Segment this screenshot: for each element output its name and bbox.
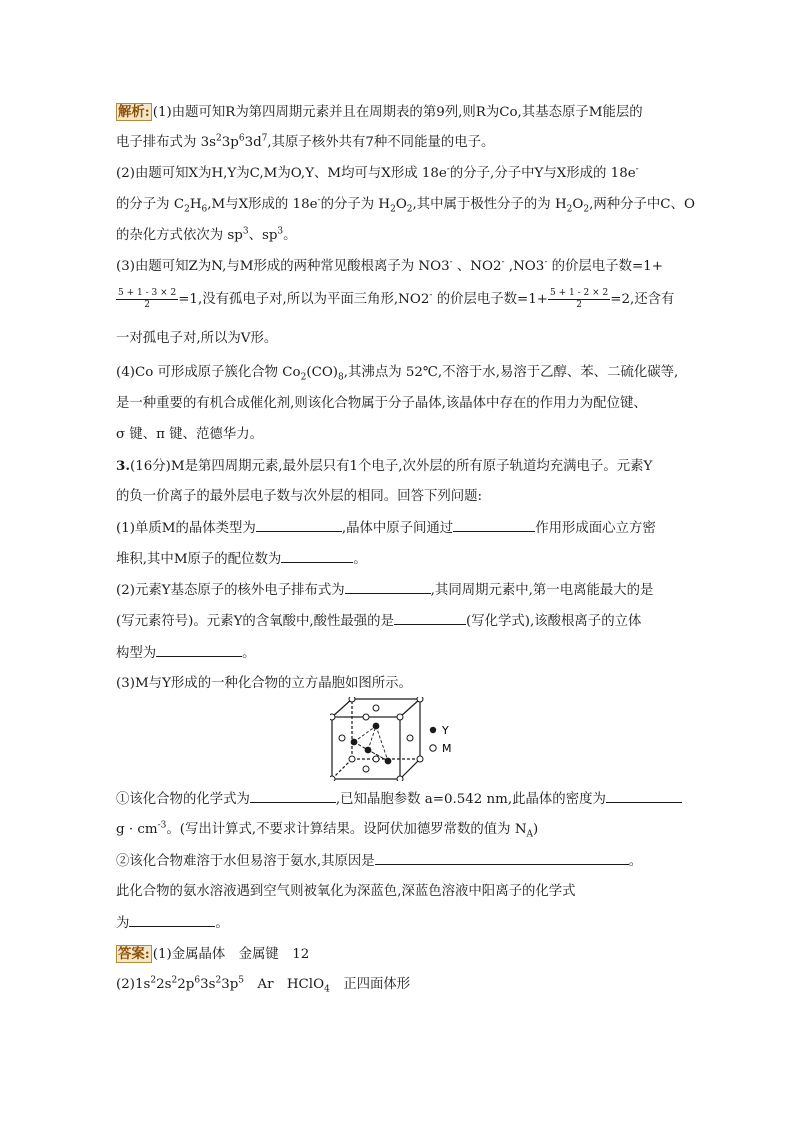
atom-y — [351, 739, 358, 746]
question-3-sub1-line-2: 堆积,其中M原子的配位数为 。 — [116, 552, 367, 567]
atom-m — [397, 776, 403, 781]
atom-m — [373, 705, 379, 711]
analysis-line-10: 是一种重要的有机合成催化剂,则该化合物属于分子晶体,该晶体中存在的作用力为配位键、 — [116, 396, 647, 411]
atom-m — [417, 756, 423, 762]
answer-blank-cation[interactable] — [129, 914, 215, 927]
analysis-line-9: (4)Co 可形成原子簇化合物 $Co_2(CO)_8$,其沸点为 52℃,不溶于水,易溶于乙醇、苯、二硫化碳等, — [116, 365, 679, 383]
answer-blank-ion-geometry[interactable] — [156, 644, 242, 657]
fraction-1: $\frac{5 + 1 - 3 \times 2}{2}$ — [118, 288, 177, 310]
legend-m-label: M — [442, 742, 452, 755]
atom-m — [339, 735, 345, 741]
atom-m — [407, 735, 413, 741]
question-3-sub2-line-1: (2)元素Y基态原子的核外电子排布式为 ,其同周期元素中,第一电离能最大的是 — [116, 583, 654, 598]
analysis-tag: 解析: — [118, 104, 150, 120]
atom-y — [373, 723, 380, 730]
answer-blank-reason[interactable] — [375, 852, 629, 865]
atom-m — [397, 714, 403, 720]
answer-blank-formula[interactable] — [250, 790, 336, 803]
atom-m — [417, 697, 423, 702]
question-3-sub3-item1-line-1: ①该化合物的化学式为 ,已知晶胞参数 a=0.542 nm,此晶体的密度为 — [116, 790, 682, 809]
atom-m — [330, 714, 335, 720]
analysis-line-8: 一对孤电子对,所以为V形。 — [116, 331, 278, 346]
atom-m — [330, 776, 335, 781]
atom-y — [365, 747, 372, 754]
answer-blank-interaction[interactable] — [453, 519, 535, 532]
question-3-sub2-line-3: 构型为 。 — [116, 646, 256, 661]
atom-m — [363, 766, 369, 772]
analysis-line-11: σ 键、π 键、范德华力。 — [116, 427, 263, 442]
answer-blank-electron-config[interactable] — [345, 581, 431, 594]
analysis-line-2: 电子排布式为 $3s^23p^63d^7$,其原子核外共有7种不同能量的电子。 — [116, 133, 495, 150]
atom-m — [349, 756, 355, 762]
answer-blank-coordination-number[interactable] — [281, 550, 353, 563]
analysis-line-7: $\frac{5 + 1 - 3 \times 2}{2}$ =1,没有孤电子对,所以为平面三角形,NO2- 的价层电子数=1+ $\frac{5 + 1 - 2 \times 2}{2}$ =2,还含有 — [118, 288, 675, 310]
answer-blank-density[interactable] — [606, 790, 682, 803]
crystal-cell-figure — [330, 697, 470, 781]
analysis-line-5: 的杂化方式依次为 $sp^3$、$sp^3$。 — [116, 226, 297, 243]
atom-m — [373, 756, 379, 762]
answer-blank-strongest-acid[interactable] — [394, 612, 466, 625]
question-3-sub3-item3-line-1: 此化合物的氨水溶液遇到空气则被氧化为深蓝色,深蓝色溶液中阳离子的化学式 — [116, 884, 576, 899]
answer-line-1: 答案: (1)金属晶体 金属键 12 — [118, 946, 310, 962]
legend-y-marker — [430, 727, 436, 733]
question-3-line-1: 3.(16分)M是第四周期元素,最外层只有1个电子,次外层的所有原子轨道均充满电子。元素Y — [116, 458, 653, 474]
answer-blank-crystal-type[interactable] — [256, 519, 342, 532]
analysis-line-1: 解析: (1)由题可知R为第四周期元素并且在周期表的第9列,则R为Co,其基态原子M能层的 — [118, 104, 643, 120]
atom-y — [385, 758, 392, 765]
legend-m-marker — [430, 745, 436, 751]
question-3-sub3-item2: ②该化合物难溶于水但易溶于氨水,其原因是 。 — [116, 854, 643, 869]
answer-line-2: $(2)1s^22s^22p^63s^23p^5$ Ar HClO$_4$ 正四面体形 — [116, 975, 411, 995]
atom-m — [349, 697, 355, 702]
analysis-line-6: (3)由题可知Z为N,与M形成的两种常见酸根离子为 NO3- 、NO2- ,NO3- 的价层电子数=1+ — [116, 257, 663, 274]
question-3-line-2: 的负一价离子的最外层电子数与次外层的相同。回答下列问题: — [116, 489, 483, 504]
atom-m — [363, 714, 369, 720]
analysis-line-3: (2)由题可知X为H,Y为C,M为O,Y、M均可与X形成 18e-的分子,分子中Y与X形成的 18e- — [116, 164, 639, 181]
question-3-sub3-line-1: (3)M与Y形成的一种化合物的立方晶胞如图所示。 — [116, 676, 412, 691]
fraction-2: $\frac{5 + 1 - 2 \times 2}{2}$ — [550, 288, 609, 310]
question-3-sub2-line-2: (写元素符号)。元素Y的含氧酸中,酸性最强的是 (写化学式),该酸根离子的立体 — [116, 614, 642, 629]
answer-tag: 答案: — [118, 946, 150, 962]
legend-y-label: Y — [442, 724, 449, 737]
analysis-line-4: 的分子为 $C_2H_6,M$与X形成的 18e-的分子为 $H_2O_2$,其中属于极性分子的为 $H_2O_2$,两种分子中C、O — [116, 195, 695, 215]
question-3-sub3-item1-line-2: $g \cdot cm^{-3}$。(写出计算式,不要求计算结果。设阿伏加德罗常数的值为 $N_A$) — [116, 820, 539, 840]
question-3-sub3-item3-line-2: 为 。 — [116, 916, 229, 931]
question-3-sub1-line-1: (1)单质M的晶体类型为 ,晶体中原子间通过 作用形成面心立方密 — [116, 521, 656, 536]
